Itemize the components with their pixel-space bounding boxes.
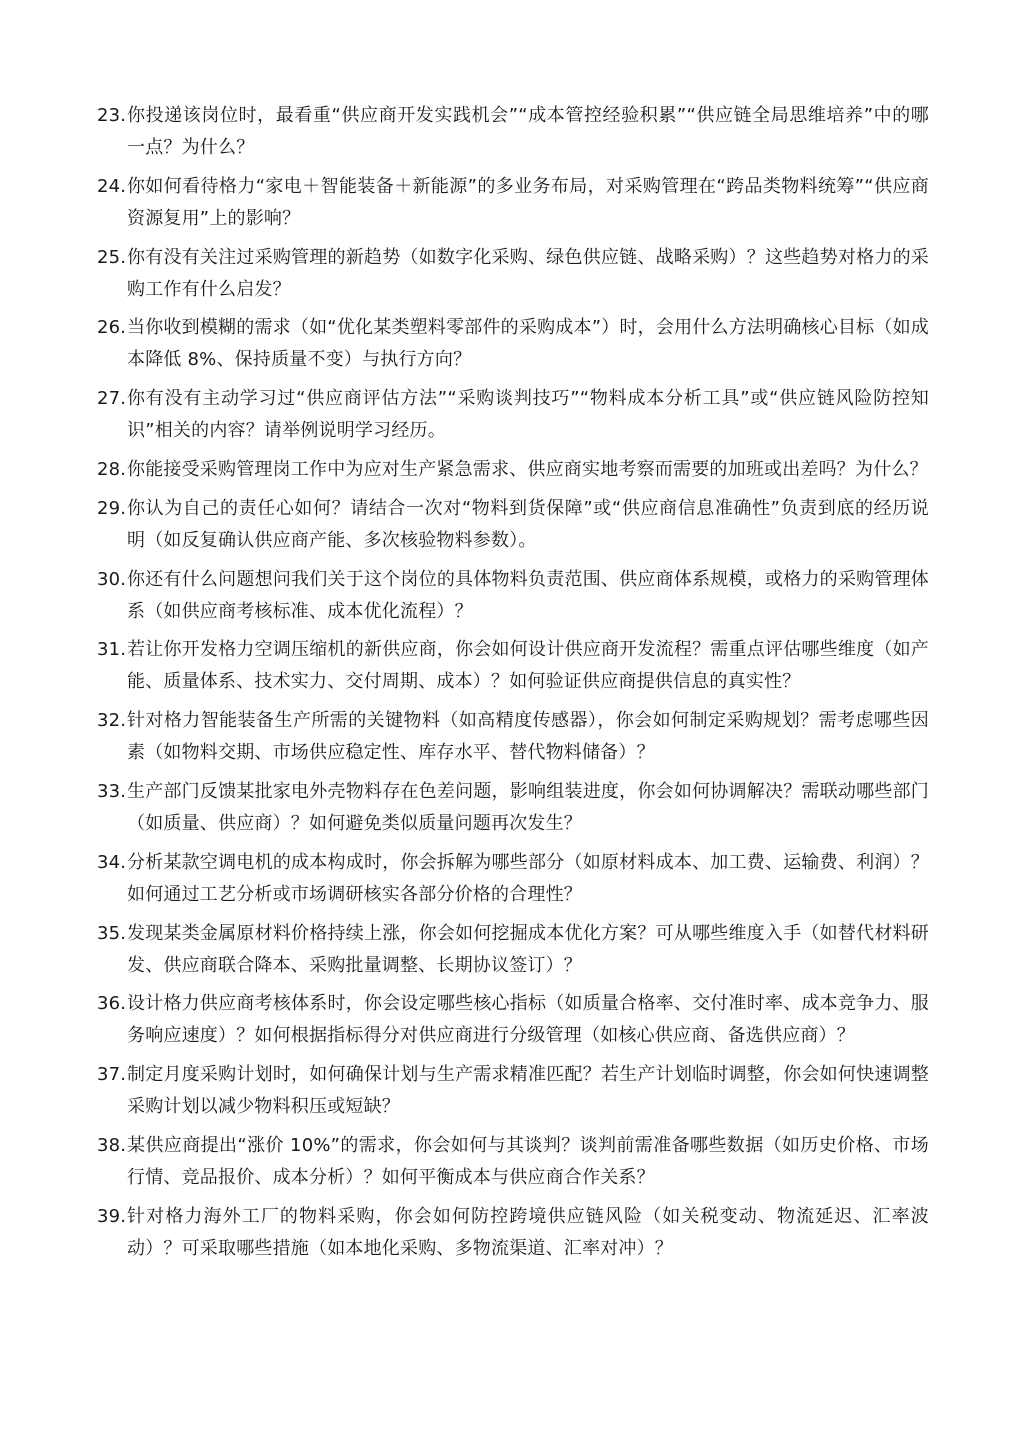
question-item	[97, 776, 929, 840]
question-text: 设计格力供应商考核体系时，你会设定哪些核心指标（如质量合格率、交付准时率、成本竞争力、服务响应速度）？如何根据指标得分对供应商进行分级管理（如核心供应商、备选供应商）？	[127, 993, 929, 1047]
question-text: 你如何看待格力“家电＋智能装备＋新能源”的多业务布局，对采购管理在“跨品类物料统筹”“供应商资源复用”上的影响？	[127, 175, 929, 229]
question-item	[97, 1201, 929, 1265]
question-text: 分析某款空调电机的成本构成时，你会拆解为哪些部分（如原材料成本、加工费、运输费、利润）？如何通过工艺分析或市场调研核实各部分价格的合理性？	[127, 851, 929, 905]
question-item	[97, 988, 929, 1052]
question-text: 当你收到模糊的需求（如“优化某类塑料零部件的采购成本”）时，会用什么方法明确核心目标（如成本降低 8%、保持质量不变）与执行方向？	[127, 317, 929, 371]
question-item	[97, 312, 929, 376]
question-text: 制定月度采购计划时，如何确保计划与生产需求精准匹配？若生产计划临时调整，你会如何快速调整采购计划以减少物料积压或短缺？	[127, 1064, 929, 1118]
question-number: 38.	[97, 1134, 127, 1156]
question-text: 针对格力智能装备生产所需的关键物料（如高精度传感器），你会如何制定采购规划？需考虑哪些因素（如物料交期、市场供应稳定性、库存水平、替代物料储备）？	[127, 710, 929, 764]
question-item	[97, 171, 929, 235]
question-text: 针对格力海外工厂的物料采购，你会如何防控跨境供应链风险（如关税变动、物流延迟、汇率波动）？可采取哪些措施（如本地化采购、多物流渠道、汇率对冲）？	[127, 1205, 929, 1259]
question-number: 27.	[97, 388, 127, 410]
question-number: 37.	[97, 1064, 127, 1086]
question-number: 23.	[97, 105, 127, 126]
question-item	[97, 634, 929, 698]
question-number: 28.	[97, 458, 127, 480]
question-text: 你认为自己的责任心如何？请结合一次对“物料到货保障”或“供应商信息准确性”负责到底的经历说明（如反复确认供应商产能、多次核验物料参数）。	[127, 497, 929, 551]
question-item	[97, 564, 929, 628]
question-text: 发现某类金属原材料价格持续上涨，你会如何挖掘成本优化方案？可从哪些维度入手（如替代材料研发、供应商联合降本、采购批量调整、长期协议签订）？	[127, 922, 929, 976]
question-text: 某供应商提出“涨价 10%”的需求，你会如何与其谈判？谈判前需准备哪些数据（如历史价格、市场行情、竞品报价、成本分析）？如何平衡成本与供应商合作关系？	[127, 1134, 929, 1188]
question-text: 你投递该岗位时，最看重“供应商开发实践机会”“成本管控经验积累”“供应链全局思维培养”中的哪一点？为什么？	[127, 105, 929, 158]
question-number: 24.	[97, 175, 127, 197]
question-text: 你有没有主动学习过“供应商评估方法”“采购谈判技巧”“物料成本分析工具”或“供应链风险防控知识”相关的内容？请举例说明学习经历。	[127, 388, 929, 442]
question-number: 25.	[97, 246, 127, 268]
question-number: 39.	[97, 1205, 127, 1227]
question-item	[97, 100, 929, 164]
question-text: 你能接受采购管理岗工作中为应对生产紧急需求、供应商实地考察而需要的加班或出差吗？为什么？	[127, 458, 928, 480]
question-item	[97, 454, 929, 486]
question-text: 若让你开发格力空调压缩机的新供应商，你会如何设计供应商开发流程？需重点评估哪些维度（如产能、质量体系、技术实力、交付周期、成本）？如何验证供应商提供信息的真实性？	[127, 639, 929, 693]
question-item	[97, 383, 929, 447]
question-text: 生产部门反馈某批家电外壳物料存在色差问题，影响组装进度，你会如何协调解决？需联动哪些部门（如质量、供应商）？如何避免类似质量问题再次发生？	[127, 780, 929, 834]
question-item	[97, 1059, 929, 1123]
question-item	[97, 847, 929, 911]
question-item	[97, 242, 929, 306]
question-number: 31.	[97, 639, 127, 661]
question-number: 30.	[97, 568, 127, 590]
question-number: 34.	[97, 851, 127, 873]
question-item	[97, 705, 929, 769]
question-text: 你有没有关注过采购管理的新趋势（如数字化采购、绿色供应链、战略采购）？这些趋势对格力的采购工作有什么启发？	[127, 246, 929, 300]
question-item	[97, 493, 929, 557]
question-item	[97, 1130, 929, 1194]
question-number: 26.	[97, 317, 127, 339]
question-list	[97, 100, 929, 1272]
question-number: 32.	[97, 710, 127, 732]
question-text: 你还有什么问题想问我们关于这个岗位的具体物料负责范围、供应商体系规模，或格力的采购管理体系（如供应商考核标准、成本优化流程）？	[127, 568, 929, 622]
question-number: 35.	[97, 922, 127, 944]
question-item	[97, 918, 929, 982]
question-number: 36.	[97, 993, 127, 1015]
question-number: 33.	[97, 780, 127, 802]
question-number: 29.	[97, 497, 127, 519]
